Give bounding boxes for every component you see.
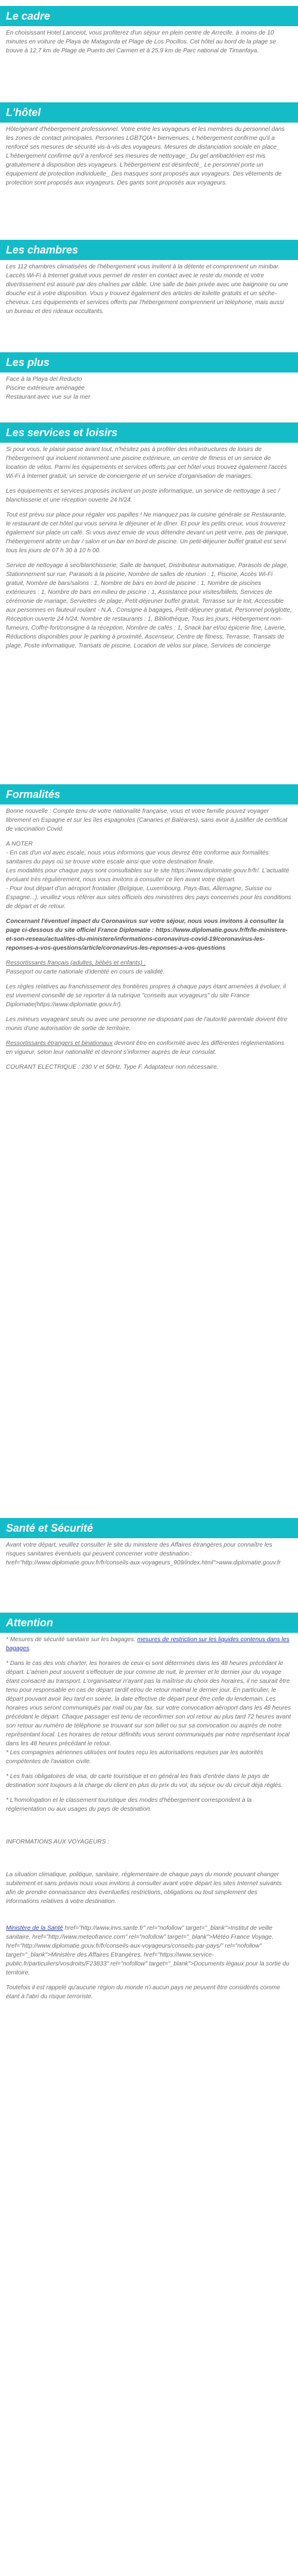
paragraph: Hôte/gérant d'hébergement professionnel. Votre entre les voyageurs et les membres du personnel dans les zones de contact principales. Personnes LGBTQIA+ bienvenues. L'hébergement confirme qu'il a renforcé ses mesures de sécurité vis-à-vis des voyageurs. Mesures de distanciation sociale en place_ L'hébergement confirme qu'il a renforcé ses mesures de nettoyage_ Du gel antibactérien est mis gratuitement à disposition des voyageurs. L'hébergement est désinfecté_ Le personnel porte un équipement de protection individuelle_ Des masques sont proposés aux voyageurs. Des vêtements de protection sont proposés aux voyageurs. Des gants sont proposés aux voyageurs. [6,126,285,186]
section-services [0,422,298,656]
section-formalites [0,784,298,1078]
section-title: Les plus [0,352,298,373]
nationality-text: Passeport ou carte nationale d'identité en cours de validité. [6,969,165,975]
paragraph: Face à la Playa del Reducto [6,376,82,383]
section-plus [0,352,298,408]
section-cadre [0,6,298,61]
section-title: Le cadre [0,6,298,26]
foreign-block [6,1039,292,1057]
nationality-heading: Ressortissants français (adultes, bébés et enfants) : [6,960,146,966]
note-line: - En cas d'un vol avec escale, nous vous informons que vous devrez être conforme aux formalités sanitaires du pays où se trouve votre escale ainsi que votre destination finale. [6,850,269,865]
paragraph: Les règles relatives au franchissement des frontières propres à chaque pays étant amenées à évoluer, il est vivement conseillé de se reporter à la rubrique "conseils aux voyageurs" du site France Diplomatie(https://www.diplomatie.gouv.fr/). [6,984,286,1008]
paragraph: * Dans le cas des vols charter, les horaires de ceux-ci sont déterminés dans les 48 heures précédant le départ. L'aérien peut souvent s'effectuer de jour comme de nuit, le premier et le dernier jour du voyage étant consacré au transport. L'organisateur n'ayant pas la maîtrise du choix des horaires, il ne saurait être tenu pour responsable en cas de départ tardif et/ou de retour matinal le dernier jour. En particulier, le départ pouvant avoir lieu tard en soirée, la date effective de départ peut être celle du lendemain. Les horaires vous seront communiqués par mail ou par fax, sur votre convocation aéroport dans les 48 heures précédant le départ. Chaque passager est tenu de reconfirmer son vol retour au plus tard 72 heures avant son retour au numéro de téléphone se trouvant sur son billet ou sur sa convocation ou auprès de notre représentant local. Les horaires de retour définitifs vous seront communiqués par notre représentant local dans les 48 heures précédant le retour. [6,1660,291,1747]
section-chambres [0,240,298,322]
paragraph: * Les compagnies aériennes utilisées ont toutes reçu les autorisations requises par les autorités compétentes de l'aviation civile. [6,1749,263,1765]
paragraph: Les 112 chambres climatisées de l'hébergement vous invitent à la détente et comprennent un minibar. Laccès Wi-Fi à Internet gratuit vous permet de rester en contact avec le reste du monde et votre divertissement est assuré par des chaînes par câble. Une salle de bain privée avec une baignoire ou une douche est à votre disposition. Vous y trouvez également des articles de toilette gratuits et un sèche-cheveux. Les équipements et services offerts par l'hébergement comprennent un téléphone, mais aussi un bureau et des rideaux occultants. [6,264,288,315]
text: . [29,1645,31,1652]
paragraph: Toutefois il est rappelé qu'aucune région du monde n'i aucun pays ne peuvent être considérés comme étant à l'abri du risque terroriste. [6,1985,280,2000]
ministere-sante-link[interactable]: Ministère de la Santé [6,1925,63,1932]
paragraph: En choisissant Hotel Lanceiot, vous profiterez d'un séjour en plein centre de Arrecife, à moins de 10 minutes en voiture de Playa de Matagorda et Plage de Los Pocillos. Cet hôtel au bord de la plage se trouve à 12,7 km de Plage de Puerto del Carmen et à 25,9 km de Parc national de Timanfaya. [6,30,277,54]
section-sante [0,1518,298,1573]
note-block [6,840,292,911]
section-hotel [0,102,298,193]
paragraph: * Les frais obligatoires de visa, de carte touristique et en général les frais d'entrée dans le pays de destination sont toujours à la charge du client en plus du prix du vol, du séjour ou du circuit déjà réglés. [6,1773,283,1789]
section-title: Santé et Sécurité [0,1518,298,1538]
paragraph: Si pour vous, le plaisir passe avant tout, n'hésitez pas à profiter des infrastructures de loisirs de l'hébergement qui incluent notamment une piscine extérieure, un centre de fitness et un service de location de vélos. Parmi les équipements et services offerts par cet hôtel vous trouvez également l'accès Wi-Fi à Internet gratuit, un service de conciergerie et un service d'organisation de mariages. [6,446,287,480]
paragraph [6,1924,292,1977]
liquids-restriction-link[interactable]: mesures de restriction sur les liquides contenus dans les bagages [6,1636,290,1652]
note-line: Les modalités pour chaque pays sont consultables sur le site https://www.diplomatie.gouv.fr/fr/. L'actualité évoluant très régulièrement, nous vous invitons à consulter ce lien avant votre départ. [6,868,290,883]
paragraph: La situation climatique, politique, sanitaire, réglementaire de chaque pays du monde pouvant changer subitement et sans préavis nous vous invitons à consulter avant votre départ les sites Internet suivants afin de prendre connaissance des éventuelles restrictions, obligations ou tout simplement des informations relatives à votre destination. [6,1871,282,1905]
paragraph: Les équipements et services proposés incluent un poste informatique, un service de nettoyage à sec / blanchisserie et une réception ouverte 24 h/24. [6,488,280,503]
paragraph: Tout est prévu sur place pour régaler vos papilles ! Ne manquez pas la cuisine générale se Restaurante, le restaurant de cet hôtel qui vous servira le déjeuner et le dîner. Et pour les petits creux, vous trouverez également sur place un café. Si vous avez envie de vous détendre devant un petit verre, pas de panique, l'hébergement abrite un bar / salon et un bar en bord de piscine. Un petit-déjeuner buffet gratuit est servi tous les jours de 07 h 30 à 10 h 00. [6,512,289,554]
paragraph: Avant votre départ, veuillez consulter le site du ministere des Affaires étrangères pour connaître les risques sanitaires éventuels qui peuvent concerner votre destination : href="http://www.diplomatie.gouv.fr/fr/conseils-aux-voyageurs_909/index.html">www.diplomatie.gouv.fr [6,1542,281,1566]
paragraph: INFORMATIONS AUX VOYAGEURS : [6,1839,110,1845]
paragraph: Concernant l'éventuel impact du Coronavirus sur votre séjour, nous vous invitons à consulter la page ci-dessous du site officiel France Diplomatie : https://www.diplomatie.gouv.fr/fr/le-ministere-et-son-reseau/actualites-du-ministere/informations-coronavirus-covid-19/coronavirus-les-reponses-a-vos-questions/article/coronavirus-les-reponses-a-vos-questions [6,918,288,951]
note-line: - Pour tout départ d'un aéroport frontalier (Belgique, Luxembourg, Pays-Bas, Allemagne, Suisse ou Espagne...), veuillez vous référer aux sites officiels des ministères des pays concernés pour les conditions de départ et de retour. [6,885,291,910]
section-title: L'hôtel [0,102,298,123]
section-attention [0,1613,298,2007]
paragraph [6,1635,292,1653]
text: * Mesures de sécurité sanitaire sur les bagages: [6,1636,138,1643]
section-title: Les services et loisirs [0,422,298,443]
paragraph: Service de nettoyage à sec/blanchisserie, Salle de banquet, Distributeur automatique, Parasols de plage, Stationnement sur rue, Parasols à la piscine, Nombre de salles de réunion : 1, Piscine, Accès Wi-Fi gratuit, Nombre de bars/salons : 1, Nombre de bars en bord de piscine : 1, Nombre de piscines extérieures : 1, Nombre de bars en milieu de piscine : 1, Assistance pour visites/billets, Services de cérémonie de mariage, Serviettes de plage, Petit-déjeuner buffet gratuit, Terrasse sur le toit, Accessible aux personnes en fauteuil roulant - N.A., Consigne à bagages, Petit-déjeuner gratuit, Personnel polyglotte, Réception ouverte 24 h/24, Nombre de restaurants : 1, Bibliothèque, Tous les jours, Hébergement non-fumeurs, Coffre-fort/consigne à la réception, Nombre de cafés : 1, Snack bar et/ou épicerie fine, Laverie, Réductions disponibles pour le parking à proximité, Ascenseur, Centre de fitness, Terrasse, Transats de plage, Poste informatique, Transats de piscine, Location de vélos sur place, Services de concierge [6,562,292,649]
section-title: Formalités [0,784,298,805]
text: href="http://www.invs.sante.fr" rel="nofollow" target="_blank">Institut de veille sanitaire, href="http://www.meteofrance.com" rel="nofollow" target="_blank">Météo France Voyage, href="http://www.diplomatie.gouv.fr/fr/conseils-aux-voyageurs/conseils-par-pays/" rel="nofollow" target="_blank">Ministère des Affaires Etrangères, href="https://www.service-public.fr/particuliers/vosdroits/F23833" rel="nofollow" target="_blank">Documents légaux pour la sortie du territoire. [6,1925,290,1976]
foreign-heading: Ressortissants étrangers et binationaux [6,1040,113,1047]
note-heading: A NOTER [6,841,33,847]
paragraph: Les mineurs voyageant seuls ou avec une personne ne disposant pas de l'autorité parentale doivent être munis d'une autorisation de sortie de territoire. [6,1016,288,1032]
paragraph: Piscine extérieure aménagée [6,385,85,392]
paragraph: COURANT ELECTRIQUE : 230 V et 50Hz, Type F. Adaptateur non nécessaire. [6,1064,219,1071]
nationality-block [6,959,292,976]
section-title: Les chambres [0,240,298,260]
paragraph: * L'homologation et le classement touristique des modes d'hébergement correspondent à la réglementation ou aux usages du pays de destination. [6,1797,252,1813]
paragraph: Bonne nouvelle : Compte tenu de votre nationalité française, vous et votre famille pouvez voyager librement en Espagne et sur les îles espagnoles (Canaries et Baléares), sans avoir à justifier de certificat de vaccination Covid. [6,808,288,832]
paragraph: Restaurant avec vue sur la mer [6,394,91,400]
foreign-text: devront être en conformité avec les différentes réglementations en vigueur, selon leur nationalité et devront s'informer auprès de leur consulat. [6,1040,284,1056]
section-title: Attention [0,1613,298,1633]
